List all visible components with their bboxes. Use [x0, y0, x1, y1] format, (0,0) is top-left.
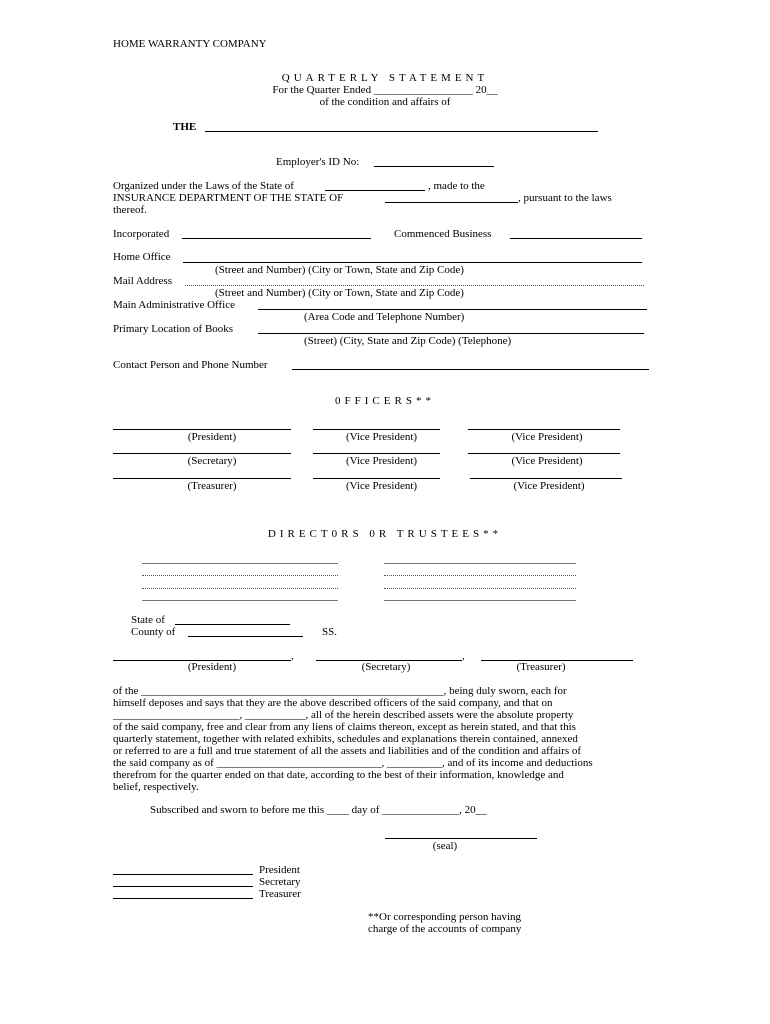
admin-office-field[interactable] — [258, 309, 647, 310]
quarter-line: For the Quarter Ended __________________ 20__ — [272, 84, 498, 96]
mail-address-label: Mail Address — [113, 275, 172, 287]
officer-president-caption: (President) — [187, 431, 237, 443]
organized-line-1a: Organized under the Laws of the State of — [113, 180, 294, 192]
officer-vice-president-caption: (Vice President) — [511, 455, 583, 467]
secretary-final-line[interactable] — [113, 886, 253, 887]
oath-paragraph-line-5: quarterly statement, together with related exhibits, schedules and explanations therein contained, annexed — [113, 733, 578, 745]
employer-id-field[interactable] — [374, 166, 494, 167]
director-line[interactable] — [384, 600, 576, 601]
oath-treasurer-caption: (Treasurer) — [516, 661, 566, 673]
director-line[interactable] — [384, 563, 576, 564]
oath-paragraph-line-2: himself deposes and says that they are the above described officers of the said company, and that on — [113, 697, 553, 709]
vice-president-1-line[interactable] — [313, 429, 440, 430]
vice-president-2-line[interactable] — [468, 429, 620, 430]
home-office-field[interactable] — [183, 262, 642, 263]
books-location-label: Primary Location of Books — [113, 323, 234, 335]
treasurer-final-label: Treasurer — [259, 888, 301, 900]
director-line[interactable] — [142, 600, 338, 601]
oath-paragraph-line-6: or referred to are a full and true statement of all the assets and liabilities and of the condition and affairs of — [113, 745, 582, 757]
officer-secretary-caption: (Secretary) — [187, 455, 237, 467]
condition-line: of the condition and affairs of — [319, 96, 451, 108]
mail-address-field[interactable] — [185, 285, 644, 286]
officer-treasurer-caption: (Treasurer) — [187, 480, 237, 492]
contact-person-label: Contact Person and Phone Number — [113, 359, 268, 371]
organized-line-1b: , made to the — [428, 180, 485, 192]
home-office-label: Home Office — [113, 251, 171, 263]
notary-signature-line[interactable] — [385, 838, 537, 839]
home-office-caption: (Street and Number) (City or Town, State and Zip Code) — [215, 264, 464, 276]
officers-heading: 0FFICERS** — [335, 395, 435, 407]
director-line[interactable] — [142, 563, 338, 564]
books-location-caption: (Street) (City, State and Zip Code) (Telephone) — [304, 335, 512, 347]
treasurer-final-line[interactable] — [113, 898, 253, 899]
treasurer-signature-line[interactable] — [113, 478, 291, 479]
ss-label: SS. — [322, 626, 337, 638]
oath-comma: , — [291, 650, 294, 662]
director-line[interactable] — [142, 575, 338, 576]
officer-vice-president-caption: (Vice President) — [345, 431, 418, 443]
employer-id-label: Employer's ID No: — [276, 156, 360, 168]
mail-address-caption: (Street and Number) (City or Town, State and Zip Code) — [215, 287, 464, 299]
president-signature-line[interactable] — [113, 429, 291, 430]
president-final-line[interactable] — [113, 874, 253, 875]
subscribed-line: Subscribed and sworn to before me this ____ day of ______________, 20__ — [150, 804, 487, 816]
director-line[interactable] — [384, 575, 576, 576]
company-name: HOME WARRANTY COMPANY — [113, 38, 267, 50]
company-name-field[interactable] — [205, 131, 598, 132]
secretary-final-label: Secretary — [259, 876, 301, 888]
president-final-label: President — [259, 864, 300, 876]
department-state-field[interactable] — [385, 202, 518, 203]
admin-office-label: Main Administrative Office — [113, 299, 235, 311]
commenced-field[interactable] — [510, 238, 642, 239]
form-title: QUARTERLY STATEMENT — [281, 72, 489, 84]
incorporated-field[interactable] — [182, 238, 371, 239]
vice-president-5-line[interactable] — [313, 478, 440, 479]
contact-person-field[interactable] — [292, 369, 649, 370]
oath-paragraph-line-8: therefrom for the quarter ended on that date, according to the best of their information, knowledge and — [113, 769, 564, 781]
oath-president-caption: (President) — [187, 661, 237, 673]
commenced-label: Commenced Business — [394, 228, 492, 240]
the-label: THE — [173, 121, 197, 133]
county-label: County of — [131, 626, 176, 638]
oath-paragraph-line-9: belief, respectively. — [113, 781, 199, 793]
oath-paragraph-line-4: of the said company, free and clear from any liens of claims thereon, except as herein stated, and that this — [113, 721, 576, 733]
officer-vice-president-caption: (Vice President) — [345, 480, 418, 492]
footnote-line-1: **Or corresponding person having — [368, 911, 522, 923]
oath-paragraph-line-7: the said company as of ______________________________, __________, and of its income and deductions — [113, 757, 593, 769]
organized-state-field[interactable] — [325, 190, 425, 191]
director-line[interactable] — [142, 588, 338, 589]
organized-line-2b: , pursuant to the laws — [518, 192, 612, 204]
officer-vice-president-caption: (Vice President) — [513, 480, 585, 492]
directors-heading: DIRECT0RS 0R TRUSTEES** — [267, 528, 503, 540]
oath-paragraph-line-3: _______________________, ___________, all of the herein described assets were the absolute property — [113, 709, 574, 721]
vice-president-6-line[interactable] — [470, 478, 622, 479]
officer-vice-president-caption: (Vice President) — [345, 455, 418, 467]
oath-paragraph-line-1: of the _______________________________________________________, being duly sworn, each for — [113, 685, 567, 697]
vice-president-4-line[interactable] — [468, 453, 620, 454]
officer-vice-president-caption: (Vice President) — [511, 431, 583, 443]
organized-line-2a: INSURANCE DEPARTMENT OF THE STATE OF — [113, 192, 344, 204]
footnote-line-2: charge of the accounts of company — [368, 923, 522, 935]
vice-president-3-line[interactable] — [313, 453, 440, 454]
director-line[interactable] — [384, 588, 576, 589]
oath-secretary-caption: (Secretary) — [361, 661, 411, 673]
oath-comma: , — [462, 650, 465, 662]
admin-office-caption: (Area Code and Telephone Number) — [304, 311, 465, 323]
organized-line-3: thereof. — [113, 204, 147, 216]
state-field[interactable] — [175, 624, 290, 625]
books-location-field[interactable] — [258, 333, 644, 334]
state-label: State of — [131, 614, 165, 626]
incorporated-label: Incorporated — [113, 228, 170, 240]
county-field[interactable] — [188, 636, 303, 637]
seal-caption: (seal) — [432, 840, 458, 852]
secretary-signature-line[interactable] — [113, 453, 291, 454]
